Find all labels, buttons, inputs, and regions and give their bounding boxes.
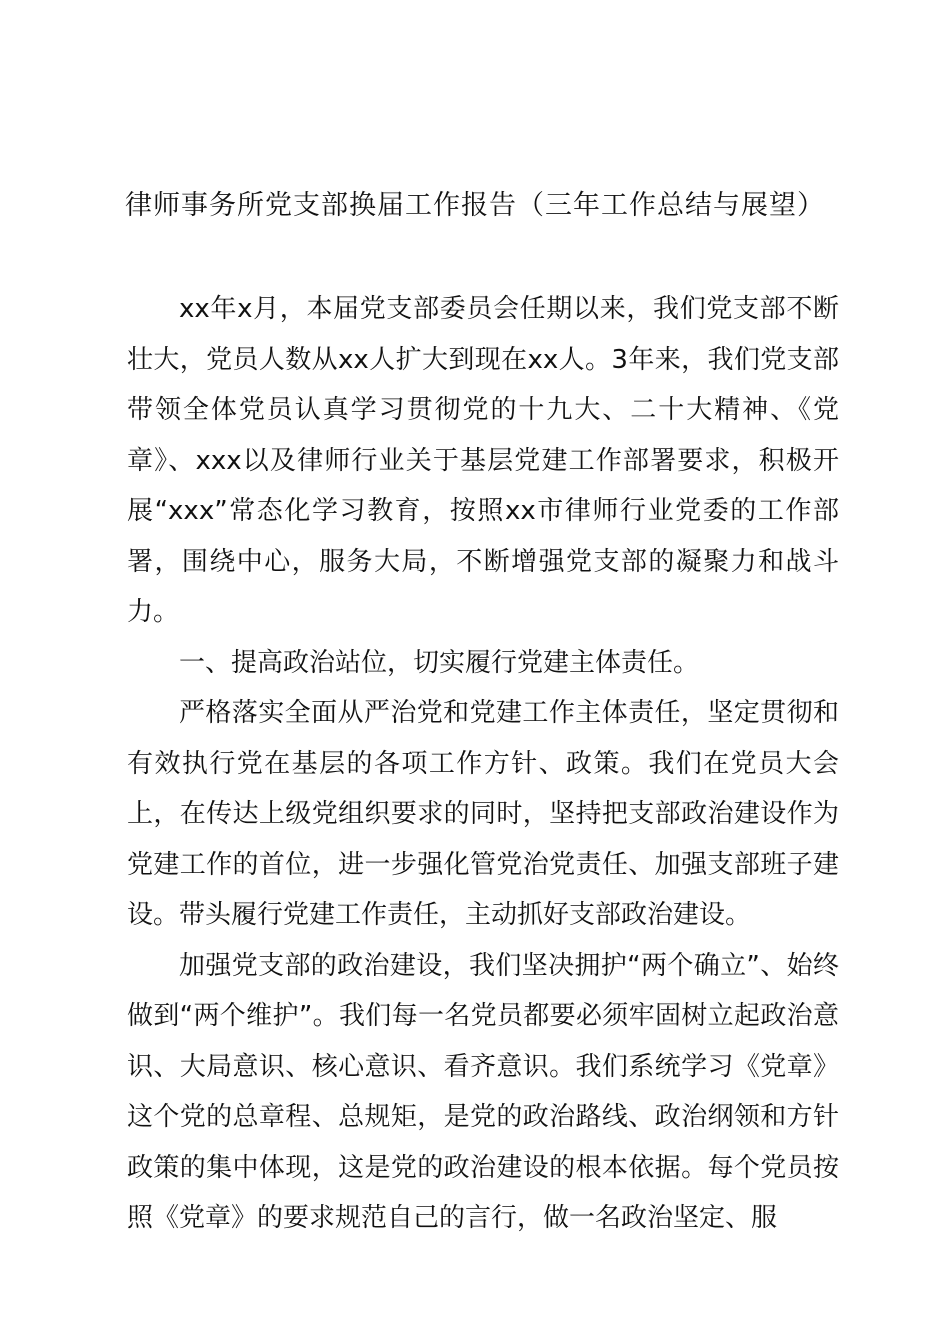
paragraph-political-building: 加强党支部的政治建设，我们坚决拥护“两个确立”、始终做到“两个维护”。我们每一名党员都要必须牢固树立起政治意识、大局意识、核心意识、看齐意识。我们系统学习《党章》这个党的总章程、总规矩，是党的政治路线、政治纲领和方针政策的集中体现，这是党的政治建设的根本依据。每个党员按照《党章》的要求规范自己的言行，做一名政治坚定、服 — [127, 950, 839, 1233]
section-heading-1: 一、提高政治站位，切实履行党建主体责任。 — [179, 647, 700, 678]
paragraph-intro: xx年x月，本届党支部委员会任期以来，我们党支部不断壮大，党员人数从xx人扩大到现在xx人。3年来，我们党支部带领全体党员认真学习贯彻党的十九大、二十大精神、《党章》、xxx以及律师行业关于基层党建工作部署要求，积极开展“xxx”常态化学习教育，按照xx市律师行业党委的工作部署，围绕中心，服务大局，不断增强党支部的凝聚力和战斗力。 — [127, 294, 839, 627]
document-body — [127, 284, 839, 1244]
paragraph-responsibility: 严格落实全面从严治党和党建工作主体责任，坚定贯彻和有效执行党在基层的各项工作方针、政策。我们在党员大会上，在传达上级党组织要求的同时，坚持把支部政治建设作为党建工作的首位，进一步强化管党治党责任、加强支部班子建设。带头履行党建工作责任，主动抓好支部政治建设。 — [127, 698, 839, 930]
document-title: 律师事务所党支部换届工作报告（三年工作总结与展望） — [125, 190, 825, 221]
